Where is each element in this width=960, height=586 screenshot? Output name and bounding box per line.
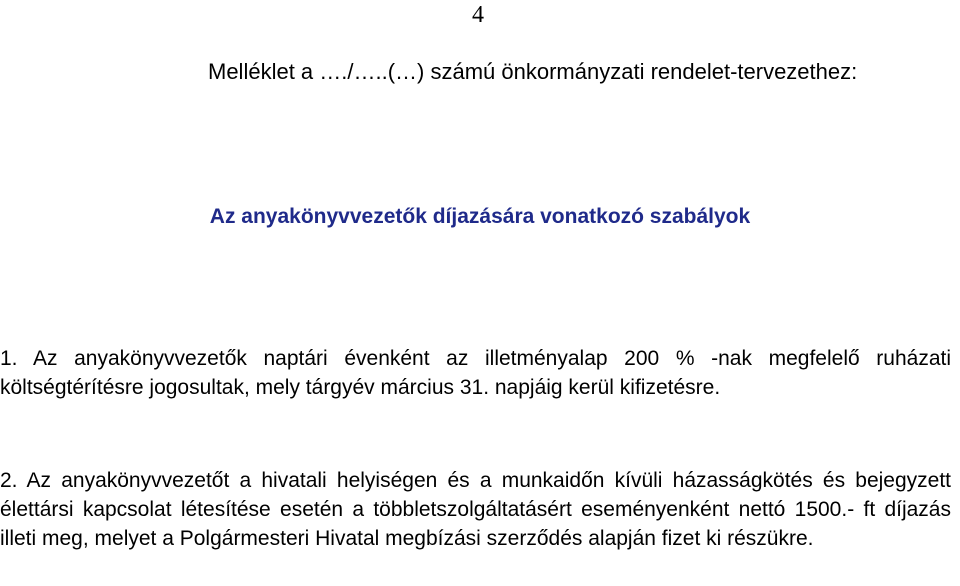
annex-reference-line: Melléklet a …./…..(…) számú önkormányzati rendelet-tervezethez: [208,59,858,84]
paragraph-2: 2. Az anyakönyvvezetőt a hivatali helyiségen és a munkaidőn kívüli házasságkötés és bejegyzett élettársi kapcsolat létesítése esetén a többletszolgáltatásért eseményenként nettó 1500.- ft díjazás illeti meg, melyet a Polgármesteri Hivatal megbízási szerződés alapján fizet ki részükre. [0,469,951,550]
document-title: Az anyakönyvvezetők díjazására vonatkozó szabályok [209,205,751,228]
page-number: 4 [472,2,484,28]
paragraph-1: 1. Az anyakönyvvezetők naptári évenként az illetményalap 200 % -nak megfelelő ruházati költségtérítésre jogosultak, mely tárgyév március 31. napjáig kerül kifizetésre. [0,347,951,399]
